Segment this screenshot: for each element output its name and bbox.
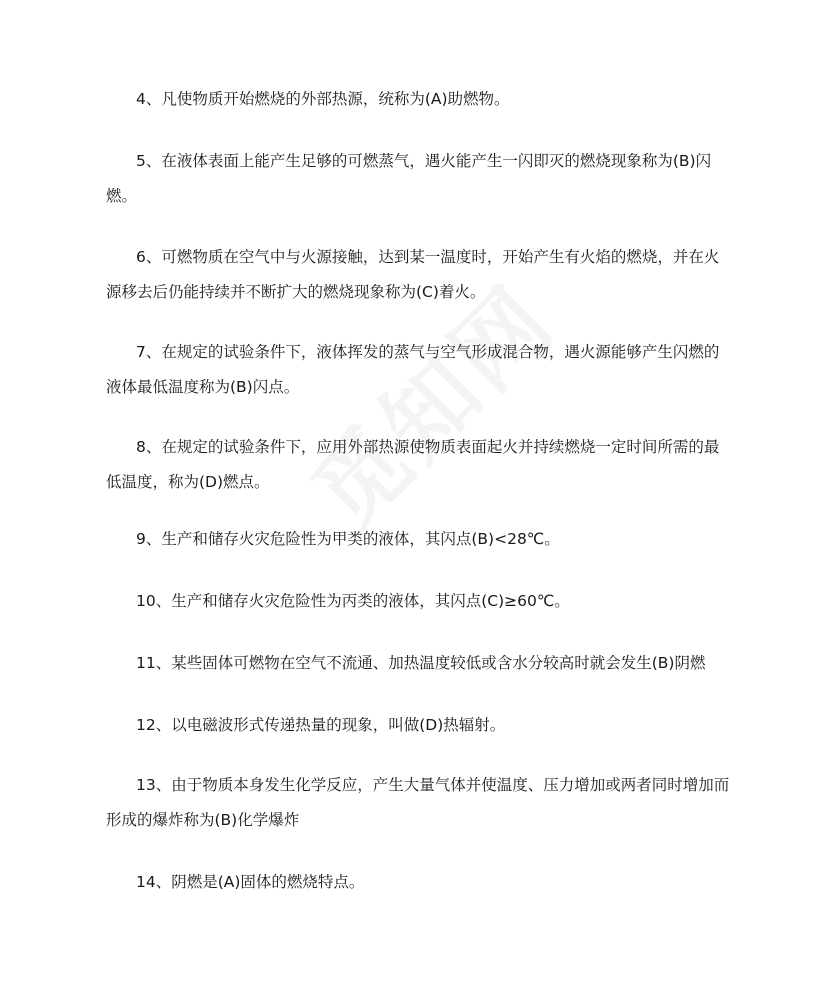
question-13: 13、由于物质本身发生化学反应，产生大量气体并使温度、压力增加或两者同时增加而形成的爆炸称为(B)化学爆炸	[106, 776, 730, 829]
question-14: 14、阴燃是(A)固体的燃烧特点。	[136, 873, 365, 891]
question-7: 7、在规定的试验条件下，液体挥发的蒸气与空气形成混合物，遇火源能够产生闪燃的液体最低温度称为(B)闪点。	[106, 343, 720, 396]
question-9: 9、生产和储存火灾危险性为甲类的液体，其闪点(B)<28℃。	[136, 530, 560, 548]
question-8: 8、在规定的试验条件下，应用外部热源使物质表面起火并持续燃烧一定时间所需的最低温度，称为(D)燃点。	[106, 438, 720, 491]
question-11: 11、某些固体可燃物在空气不流通、加热温度较低或含水分较高时就会发生(B)阴燃	[136, 654, 706, 672]
question-4: 4、凡使物质开始燃烧的外部热源，统称为(A)助燃物。	[136, 90, 510, 108]
question-5: 5、在液体表面上能产生足够的可燃蒸气，遇火能产生一闪即灭的燃烧现象称为(B)闪燃。	[106, 152, 712, 205]
question-10: 10、生产和储存火灾危险性为丙类的液体，其闪点(C)≥60℃。	[136, 592, 570, 610]
question-6: 6、可燃物质在空气中与火源接触，达到某一温度时，开始产生有火焰的燃烧，并在火源移去后仍能持续并不断扩大的燃烧现象称为(C)着火。	[106, 248, 720, 301]
question-12: 12、以电磁波形式传递热量的现象，叫做(D)热辐射。	[136, 716, 506, 734]
